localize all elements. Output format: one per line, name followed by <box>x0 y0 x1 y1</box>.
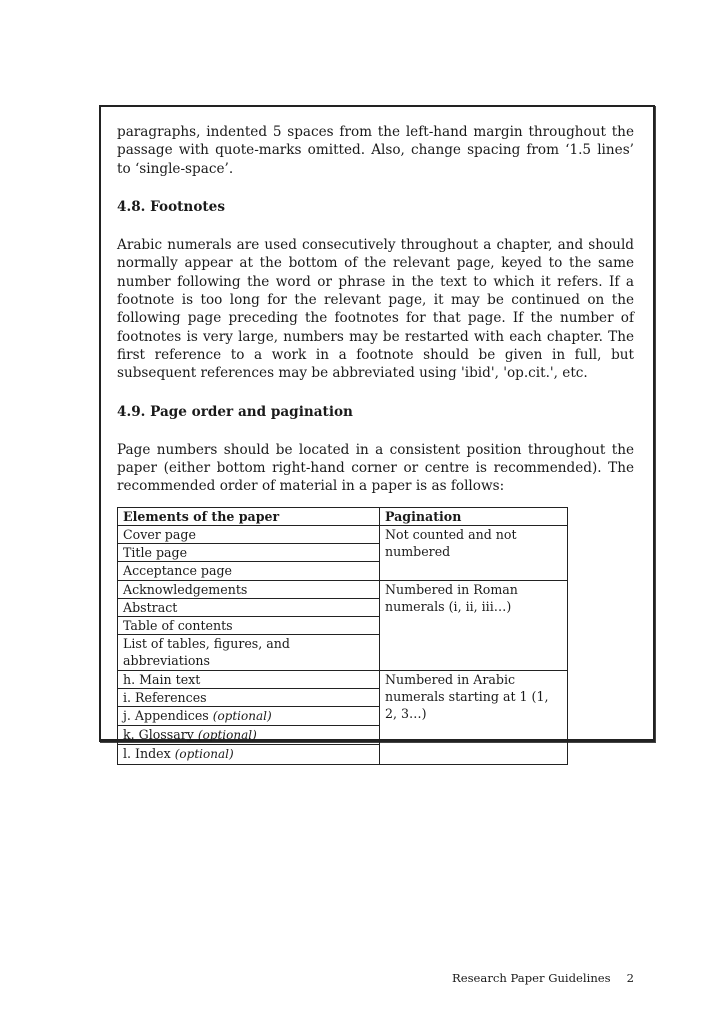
element-cell: k. Glossary (optional) <box>118 726 380 745</box>
element-cell: l. Index (optional) <box>118 745 380 764</box>
optional-note: (optional) <box>197 728 257 743</box>
footnotes-paragraph: Arabic numerals are used consecutively throughout a chapter, and should normally appear at the bottom of the relevant page, keyed to the same number following the word or phrase in the text to which it refers. If a footnote is too long for the relevant page, it may be continued on the following page preceding the footnotes for that page. If the number of footnotes is very large, numbers may be restarted with each chapter. The first reference to a work in a footnote should be given in full, but subsequent references may be abbreviated using 'ibid', 'op.cit.', etc. <box>117 237 634 382</box>
elements-header: Elements of the paper <box>118 507 380 525</box>
optional-note: (optional) <box>174 747 234 762</box>
table-row <box>118 525 568 543</box>
element-cell: Abstract <box>118 598 380 616</box>
element-cell: Table of contents <box>118 616 380 634</box>
element-cell: Cover page <box>118 525 380 543</box>
table-header-row <box>118 507 568 525</box>
element-cell: List of tables, figures, and abbreviations <box>118 635 380 670</box>
footer-title: Research Paper Guidelines <box>452 971 611 985</box>
page-order-table <box>117 507 568 765</box>
element-cell: h. Main text <box>118 670 380 688</box>
element-cell: j. Appendices (optional) <box>118 706 380 725</box>
pagination-cell: Not counted and not numbered <box>380 525 568 580</box>
pagination-paragraph: Page numbers should be located in a consistent position throughout the paper (either bottom right-hand corner or centre is recommended). The recommended order of material in a paper is as follows: <box>117 441 634 495</box>
page-content <box>117 123 634 765</box>
element-cell: Acceptance page <box>118 562 380 580</box>
pagination-heading: 4.9. Page order and pagination <box>117 403 353 420</box>
page-footer <box>452 971 634 985</box>
pagination-cell: Numbered in Arabic numerals starting at 1 (1, 2, 3…) <box>380 670 568 764</box>
element-cell: i. References <box>118 688 380 706</box>
table-row <box>118 580 568 598</box>
table-row <box>118 670 568 688</box>
element-cell: Title page <box>118 544 380 562</box>
pagination-header: Pagination <box>380 507 568 525</box>
intro-paragraph: paragraphs, indented 5 spaces from the left-hand margin throughout the passage with quote-marks omitted. Also, change spacing from ‘1.5 lines’ to ‘single-space’. <box>117 124 634 177</box>
footnotes-heading: 4.8. Footnotes <box>117 198 225 215</box>
element-cell: Acknowledgements <box>118 580 380 598</box>
pagination-cell: Numbered in Roman numerals (i, ii, iii…) <box>380 580 568 670</box>
page-number: 2 <box>626 971 635 985</box>
optional-note: (optional) <box>212 708 272 723</box>
